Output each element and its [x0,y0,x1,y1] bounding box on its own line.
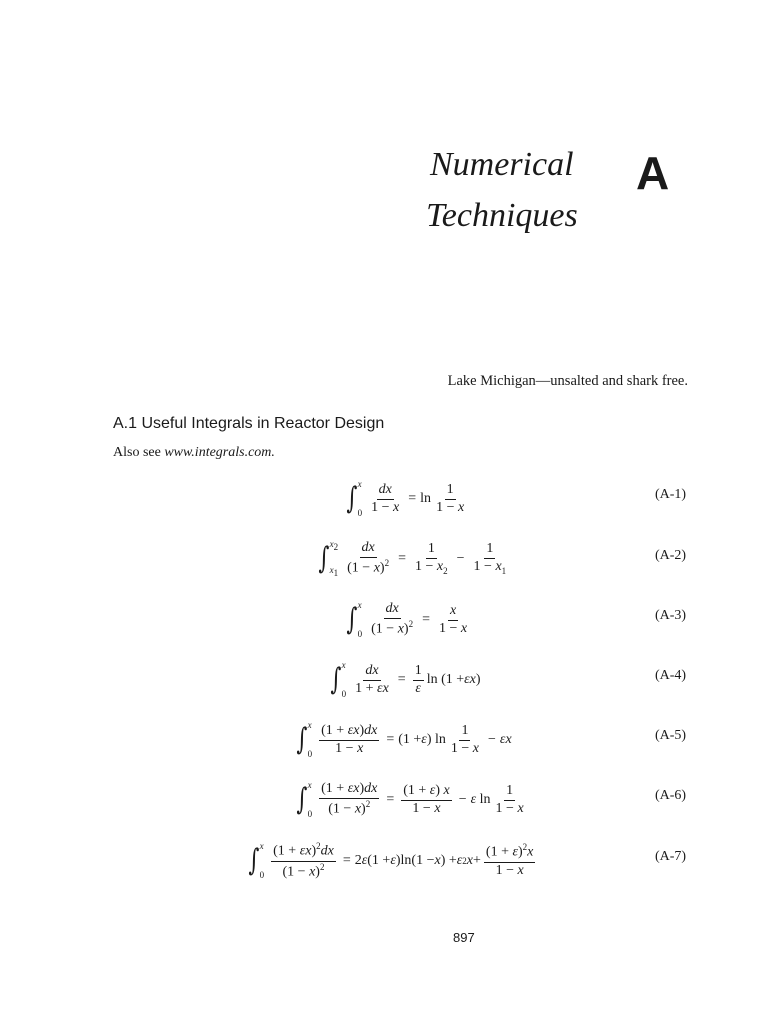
equation-a4: ∫ x 0 $\frac{dx}{1 + \varepsilon x}$ = $\frac{1}{\varepsilon}$ ln (1 + εx ) [328,661,481,699]
also-see-line [113,445,275,461]
equation-label-a1: (A-1) [655,487,687,502]
page-number: 897 [453,930,475,945]
equation-label-a6: (A-6) [655,788,687,803]
integral-sign: ∫ x 0 [346,479,363,518]
equation-a2: ∫ $x_2$ $x_1$ $\frac{dx}{(1 - x)^2}$ = $\frac{1}{1 - x_2}$ − $\frac{1}{1 - x_1}$ [316,540,511,578]
epigraph: Lake Michigan—unsalted and shark free. [447,373,688,389]
equation-a3: ∫ x 0 $\frac{dx}{(1 - x)^2}$ = $\frac{x}{1 - x}$ [344,601,472,639]
integrals-link[interactable]: www.integrals.com. [164,445,275,460]
equation-a6: ∫ x 0 $\frac{(1 + \varepsilon x)dx}{(1 - x)^2}$ = $\frac{(1 + \varepsilon) x}{1 - x}$ − ε ln $\frac{1}{1 - x}$ [294,781,529,819]
integral-sign: ∫ x 0 [248,841,265,880]
equation-a1: ∫ x 0 $\frac{dx}{1 - x}$ = ln $\frac{1}{1 - x}$ [344,480,469,518]
equation-a7: ∫ x 0 $\frac{(1 + \varepsilon x)^2dx}{(1 - x)^2}$ = 2 ε (1 + ε )ln(1 − x ) + ε 2 x + $\frac{(1 + \varepsilon)^2x}{1 - x}$ [246,842,538,880]
integral-sign: ∫ x 0 [346,600,363,639]
section-heading: A.1 Useful Integrals in Reactor Design [113,415,385,432]
equation-label-a7: (A-7) [655,849,687,864]
integral-sign: ∫ x 0 [296,780,313,819]
integral-sign: ∫ x 0 [296,720,313,759]
equation-label-a4: (A-4) [655,668,687,683]
integral-sign: ∫ x 0 [330,660,347,699]
equation-label-a2: (A-2) [655,548,687,563]
equation-label-a3: (A-3) [655,608,687,623]
chapter-title-line1: Numerical [430,146,574,183]
chapter-letter: A [636,147,670,199]
also-see-prefix: Also see [113,445,165,460]
chapter-title-line2: Techniques [426,197,578,234]
equation-a5: ∫ x 0 $\frac{(1 + \varepsilon x)dx}{1 - x}$ = (1 + ε ) ln $\frac{1}{1 - x}$ − εx [294,721,512,759]
equation-label-a5: (A-5) [655,728,687,743]
integral-sign: ∫ $x_2$ $x_1$ [318,539,339,578]
